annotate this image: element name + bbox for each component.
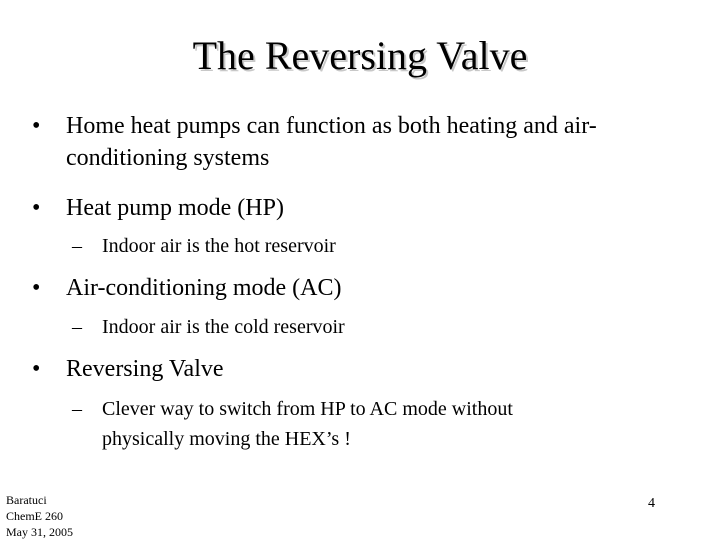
bullet-text: Heat pump mode (HP) — [66, 195, 284, 221]
footer-course: ChemE 260 — [6, 509, 63, 523]
sub-bullet-text-line: physically moving the HEX’s ! — [102, 428, 351, 450]
bullet-text — [66, 110, 597, 174]
dash-marker: – — [72, 235, 82, 257]
bullet-text: Air-conditioning mode (AC) — [66, 275, 342, 301]
bullet-marker: • — [32, 195, 41, 221]
footer-date: May 31, 2005 — [6, 525, 73, 539]
bullet-text: Reversing Valve — [66, 356, 224, 382]
sub-bullet-text-line: Clever way to switch from HP to AC mode without — [102, 398, 513, 420]
bullet-text-line: conditioning systems — [66, 145, 270, 171]
dash-marker: – — [72, 316, 82, 338]
bullet-text-line: Home heat pumps can function as both heating and air- — [66, 113, 597, 139]
sub-bullet-item-clever-way — [72, 394, 692, 454]
sub-bullet-text: Indoor air is the cold reservoir — [102, 316, 345, 338]
bullet-item-home-heat-pumps — [32, 110, 712, 174]
bullet-marker: • — [32, 275, 41, 301]
slide-footer — [6, 492, 73, 540]
page-number: 4 — [648, 496, 655, 511]
bullet-marker: • — [32, 113, 41, 139]
bullet-marker: • — [32, 356, 41, 382]
sub-bullet-text — [102, 394, 513, 454]
footer-author: Baratuci — [6, 493, 47, 507]
dash-marker: – — [72, 398, 82, 420]
slide-title: The Reversing Valve — [192, 33, 528, 78]
sub-bullet-text: Indoor air is the hot reservoir — [102, 235, 336, 257]
